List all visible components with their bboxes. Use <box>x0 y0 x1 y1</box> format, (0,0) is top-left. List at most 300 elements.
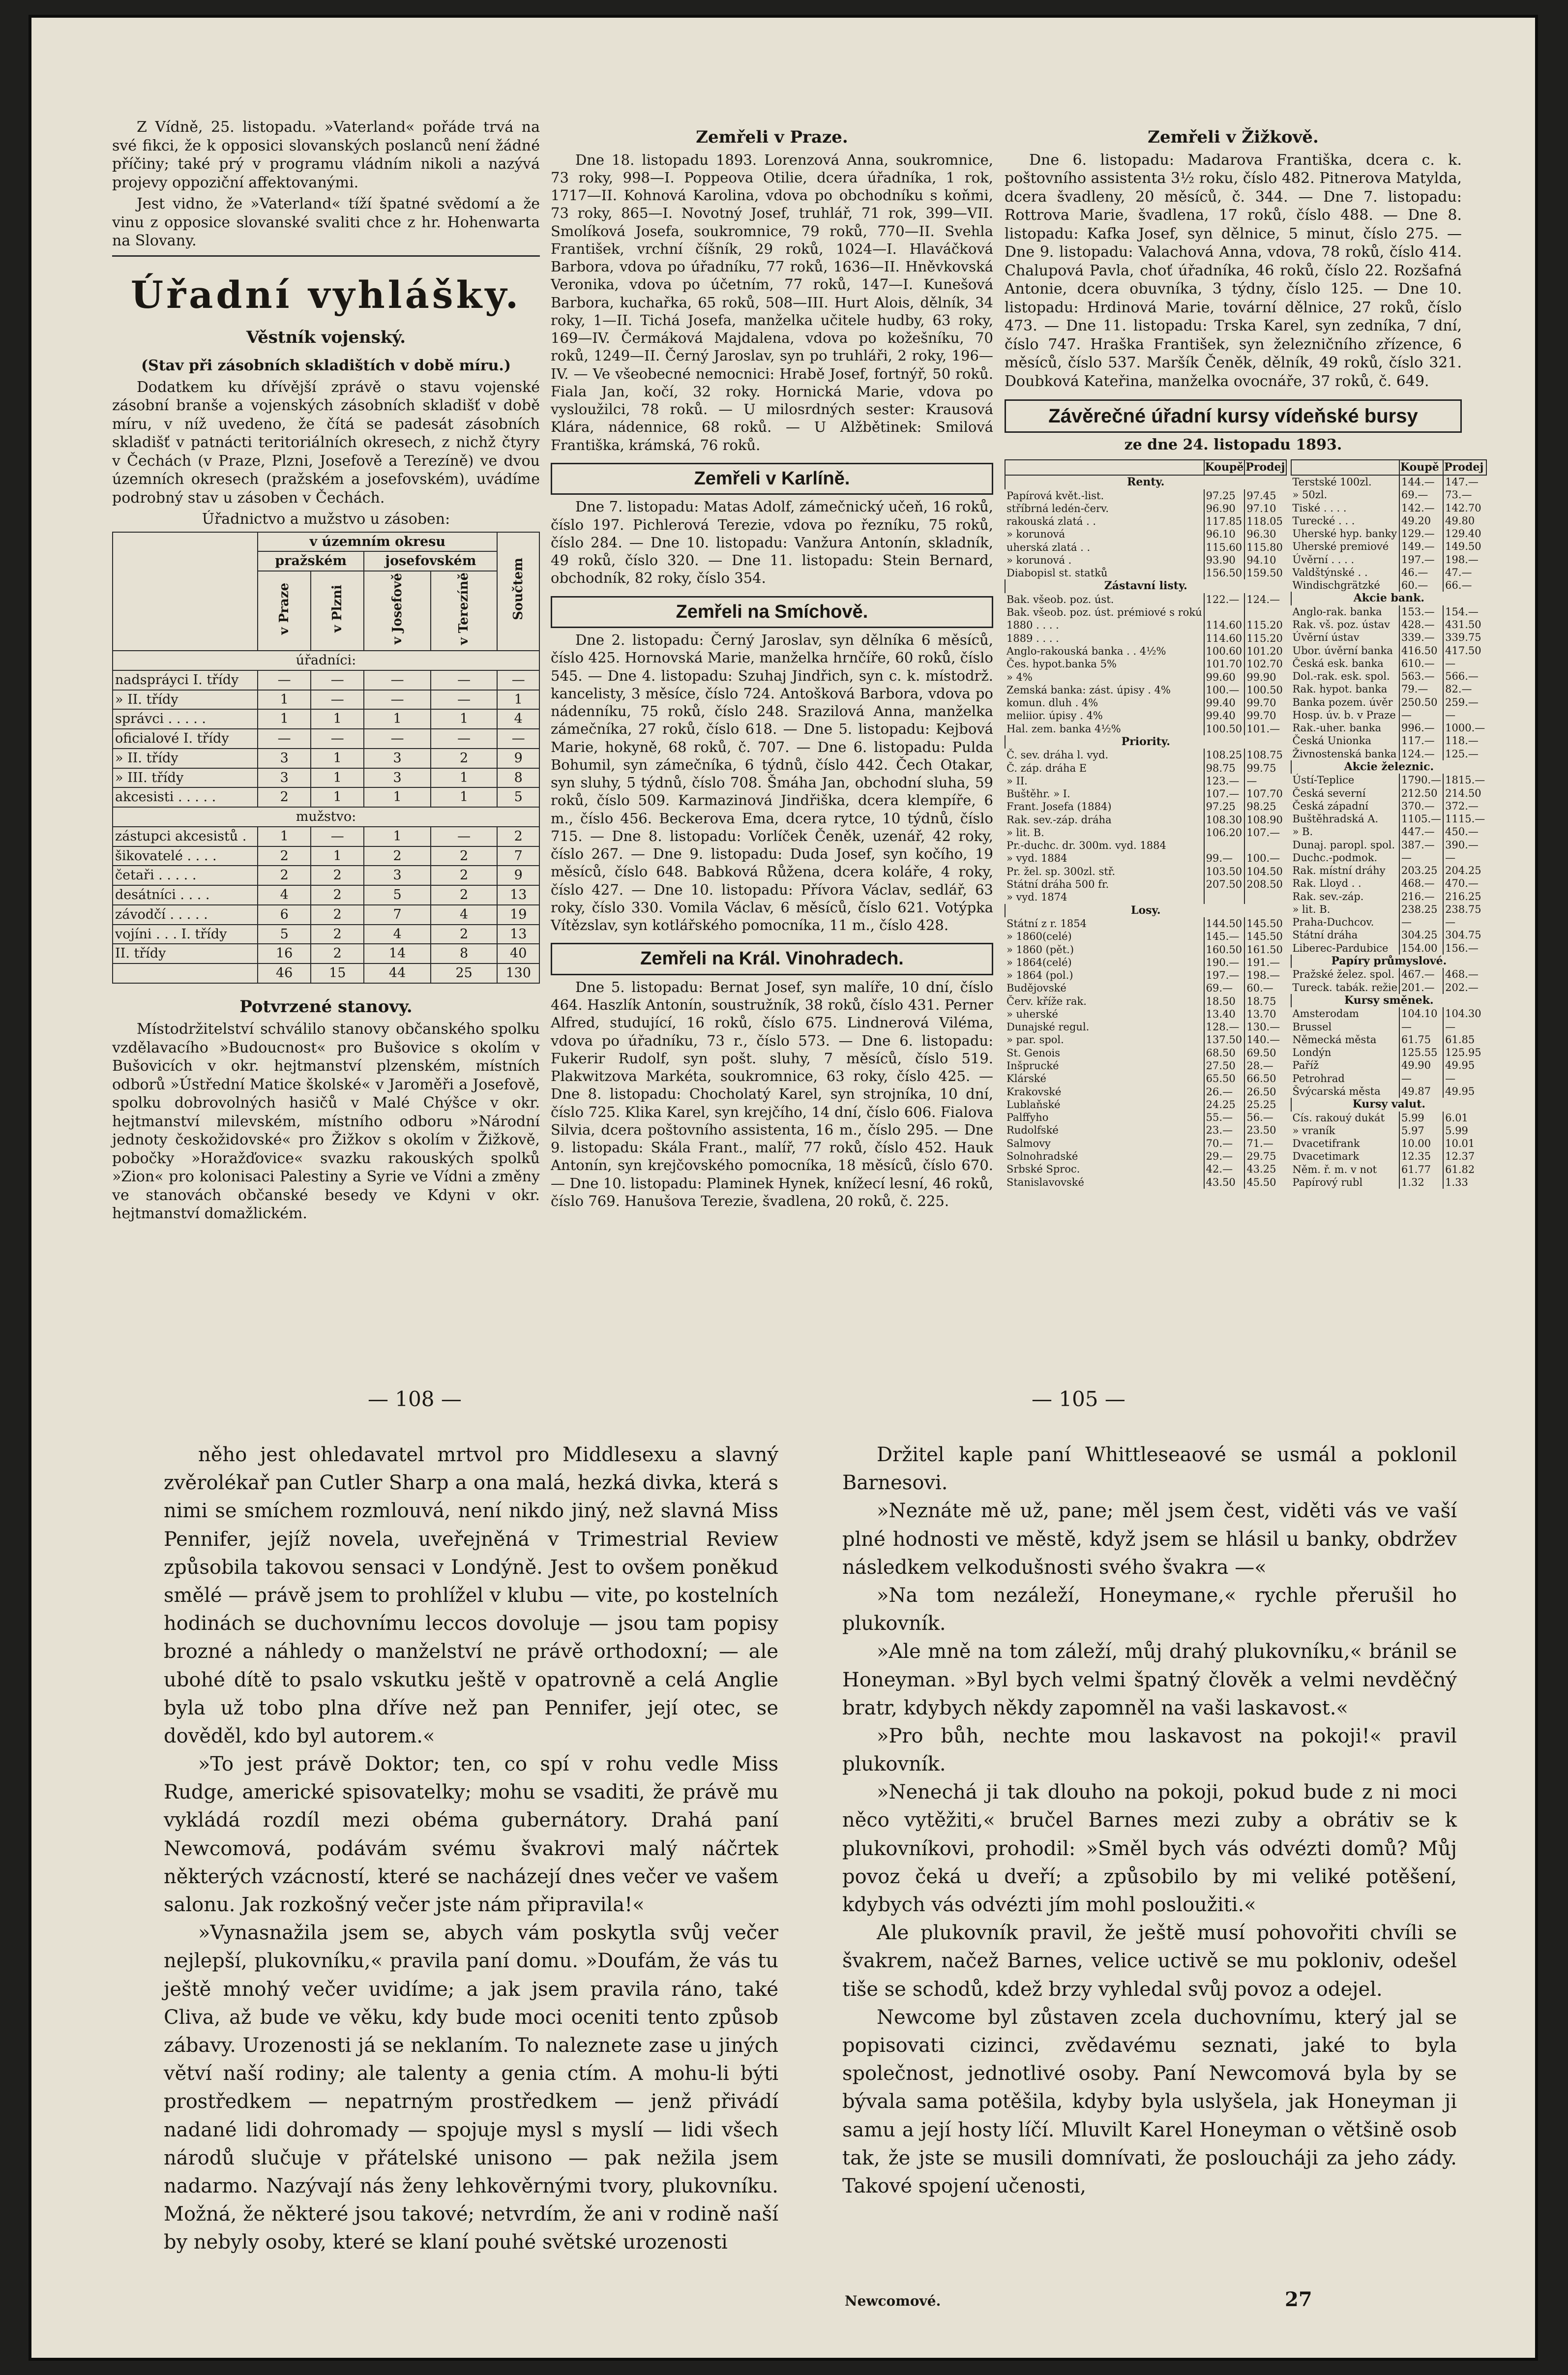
cell-value: 4 <box>497 709 539 729</box>
section-label: Zástavní listy. <box>1005 579 1286 593</box>
security-name: Papírová květ.-list. <box>1006 489 1104 502</box>
table-head-area: v územním okresu <box>258 532 497 552</box>
quote-row <box>1005 1021 1286 1033</box>
quote-row <box>1005 826 1286 839</box>
buy-price: 129.— <box>1399 527 1443 540</box>
security-name: Tiské . . . . <box>1292 502 1347 514</box>
sell-price: 124.— <box>1244 593 1286 606</box>
buy-price: 49.87 <box>1399 1085 1443 1098</box>
cell-value: — <box>364 729 431 749</box>
cell-value: 1 <box>311 749 364 768</box>
security-name: Dvacetimark <box>1292 1150 1360 1163</box>
cell-value: 7 <box>364 905 431 925</box>
bourse-table-left <box>1005 459 1287 1189</box>
sell-price: 45.50 <box>1244 1175 1286 1189</box>
cell-value: 1 <box>364 787 431 807</box>
military-heading: Věstník vojenský. <box>246 327 406 347</box>
quote-row <box>1291 605 1487 618</box>
security-name: Státní z r. 1854 <box>1006 918 1087 930</box>
security-name: Anglo-rak. banka <box>1292 605 1382 618</box>
sell-price: 60.— <box>1244 982 1286 994</box>
security-name: Tureck. tabák. režie <box>1292 981 1398 993</box>
security-name: » vyd. 1884 <box>1006 852 1067 865</box>
row-label: » II. třídy <box>113 749 258 768</box>
table-head-col: v Plzni <box>330 585 345 633</box>
buy-price: 144.50 <box>1204 917 1245 930</box>
buy-price: — <box>1399 709 1443 722</box>
sell-price: 26.50 <box>1244 1085 1286 1098</box>
buy-price: 49.20 <box>1399 514 1443 527</box>
cell-value: 2 <box>311 944 364 963</box>
buy-price: 115.60 <box>1204 541 1245 554</box>
quote-row <box>1005 982 1286 994</box>
quote-row <box>1291 1059 1487 1072</box>
quote-row <box>1005 943 1286 956</box>
newspaper-scan <box>29 15 1538 2361</box>
buy-price: 114.60 <box>1204 619 1245 631</box>
quote-row <box>1291 1124 1487 1137</box>
buy-price: 55.— <box>1204 1111 1245 1124</box>
security-name: Úvěrní ústav <box>1292 631 1360 644</box>
security-name: Hosp. úv. b. v Praze <box>1292 709 1396 721</box>
table-row <box>113 905 539 925</box>
buy-price: 106.20 <box>1204 826 1245 839</box>
cell-value: 3 <box>364 866 431 885</box>
buy-price: 99.60 <box>1204 671 1245 684</box>
buy-price: 467.— <box>1399 968 1443 981</box>
quote-row <box>1291 475 1487 488</box>
cell-value: 2 <box>364 846 431 866</box>
buy-price: 99.40 <box>1204 696 1245 709</box>
sell-price: 216.25 <box>1443 890 1486 903</box>
buy-price: 5.97 <box>1399 1124 1443 1137</box>
total-value: 46 <box>258 963 311 983</box>
table-head-sum: Součtem <box>510 558 526 621</box>
security-name: 1889 . . . . <box>1006 632 1059 644</box>
sell-price: 102.70 <box>1244 658 1286 670</box>
buy-price: 104.10 <box>1399 1007 1443 1020</box>
buy-price: 370.— <box>1399 800 1443 812</box>
buy-price: — <box>1399 1021 1443 1033</box>
security-name: stříbrná ledén-červ. <box>1006 502 1109 514</box>
quote-row <box>1291 502 1487 514</box>
cell-value: 2 <box>311 885 364 905</box>
row-label: » III. třídy <box>113 768 258 788</box>
cell-value: 1 <box>497 690 539 710</box>
cell-value: 1 <box>364 709 431 729</box>
sell-price: 238.75 <box>1443 903 1486 916</box>
cell-value: 3 <box>364 768 431 788</box>
security-name: Čes. hypot.banka 5% <box>1006 658 1117 670</box>
buy-price: 238.25 <box>1399 903 1443 916</box>
security-name: Paříž <box>1292 1059 1319 1072</box>
quote-row <box>1291 514 1487 527</box>
table-row <box>113 846 539 866</box>
quote-row <box>1291 1137 1487 1150</box>
cell-value: 14 <box>364 944 431 963</box>
sell-price: 100.— <box>1244 852 1286 865</box>
sell-price: 23.50 <box>1244 1124 1286 1137</box>
buy-price: 99.40 <box>1204 709 1245 722</box>
sell-price: 99.70 <box>1244 696 1286 709</box>
quote-row <box>1291 657 1487 670</box>
book-paragraph: »Neznáte mě už, pane; měl jsem čest, viděti vás ve vaší plné hodnosti ve městě, když jsem se hlásil u banky, obdržev následkem velkodušnosti svého švakra —« <box>842 1500 1457 1579</box>
quote-row <box>1005 1124 1286 1137</box>
sell-price: 450.— <box>1443 825 1486 838</box>
buy-price: 197.— <box>1399 553 1443 566</box>
cell-value: 8 <box>431 944 498 963</box>
deaths-zizkov-heading: Zemřeli v Žižkově. <box>1148 127 1319 147</box>
quote-row <box>1291 696 1487 709</box>
buy-price: 10.00 <box>1399 1137 1443 1150</box>
quote-row <box>1005 684 1286 696</box>
quote-row <box>1005 1111 1286 1124</box>
security-name: komun. dluh . 4% <box>1006 697 1098 709</box>
sell-price: 61.82 <box>1443 1163 1486 1176</box>
sheet-number: 27 <box>1285 2288 1312 2311</box>
sell-price: 49.95 <box>1443 1085 1486 1098</box>
sell-price: 147.— <box>1443 475 1486 488</box>
cell-value: 1 <box>431 787 498 807</box>
group-row <box>113 807 539 827</box>
security-name: Windischgrätzké <box>1292 579 1380 591</box>
security-name: Buštěhr. » I. <box>1006 788 1070 800</box>
quote-row <box>1005 775 1286 787</box>
quote-row <box>1005 749 1286 761</box>
buy-price: 144.— <box>1399 475 1443 488</box>
cell-value: 1 <box>311 846 364 866</box>
security-name: Rudolfské <box>1006 1124 1059 1137</box>
quote-row <box>1005 762 1286 775</box>
security-name: Lublaňské <box>1006 1098 1061 1111</box>
quote-row <box>1291 787 1487 800</box>
cell-value: 13 <box>497 925 539 944</box>
buy-price: 416.50 <box>1399 644 1443 657</box>
security-name: meliior. úpisy . 4% <box>1006 710 1103 722</box>
table-head-col: v Praze <box>276 582 292 635</box>
buy-price: 1.32 <box>1399 1176 1443 1189</box>
sell-price: 66.— <box>1443 579 1486 592</box>
security-name: uherská zlatá . . <box>1006 541 1091 553</box>
row-label: vojíni . . . I. třídy <box>113 925 258 944</box>
column-2 <box>551 118 993 1213</box>
cell-value: 6 <box>258 905 311 925</box>
row-label: desátníci . . . . <box>113 885 258 905</box>
cell-value: 2 <box>431 866 498 885</box>
buy-price: 27.50 <box>1204 1059 1245 1072</box>
cell-value: 5 <box>497 787 539 807</box>
section-label: Priority. <box>1005 735 1286 749</box>
security-name: Krakovské <box>1006 1085 1062 1098</box>
deaths-karlin-heading: Zemřeli v Karlíně. <box>551 463 993 495</box>
cell-value: 2 <box>311 866 364 885</box>
security-name: Rak. hypot. banka <box>1292 683 1388 695</box>
book-footer: Newcomové. <box>845 2293 941 2309</box>
quote-row <box>1291 631 1487 644</box>
security-name: Pr. žel. sp. 300zl. stř. <box>1006 865 1116 877</box>
sell-price: — <box>1443 1021 1486 1033</box>
security-name: » 50zl. <box>1292 489 1328 501</box>
statutes-heading: Potvrzené stanovy. <box>239 996 413 1017</box>
row-label: zástupci akcesistů . <box>113 827 258 846</box>
sell-price: 417.50 <box>1443 644 1486 657</box>
buy-price <box>1204 606 1245 619</box>
deaths-praha-text: Dne 18. listopadu 1893. Lorenzová Anna, soukromnice, 73 roky, 998—I. Poppeova Otilie, dcera úřadníka, 1 rok, 1717—II. Kohnová Karolina, vdova po obchodníku s koňmi, 73 roky, 865—I. Novotný Josef, truhlář, 71 rok, 399—VII. Smolíková Josefa, soukromnice, 79 roků, 770—II. Svehla František, vrchní číšník, 29 roků, 1024—I. Hlaváčková Barbora, vdova po úřadníku, 77 roků, 1636—II. Hněvkovská Veronika, vdova po účetním, 77 roků, 147—I. Kunešová Barbora, kuchařka, 65 roků, 508—III. Hurt Alois, dělník, 34 roky, 1—II. Tichá Josefa, manželka učitele hudby, 63 roky, 169—IV. Čermáková Majdalena, vdova po kožešníku, 70 roků, 1249—II. Černý Jaroslav, syn po truhláři, 2 roky, 196—IV. — Ve všeobecné nemocnici: Hrabě Josef, fortnýř, 50 roků. Fiala Jan, kočí, 32 roky. Hornická Marie, vdova po vysloužilci, 78 roků. — U milosrdných sester: Krausová Klára, nádennice, 68 roků. — U Alžbětinek: Smilová Františka, krámská, 76 roků. <box>551 151 993 453</box>
sell-price: 13.70 <box>1244 1008 1286 1021</box>
cell-value: 16 <box>258 944 311 963</box>
cell-value: 13 <box>497 885 539 905</box>
section-row <box>1291 592 1487 605</box>
cell-value: — <box>311 690 364 710</box>
sell-price: 69.50 <box>1244 1047 1286 1059</box>
quote-row <box>1005 606 1286 619</box>
quote-row <box>1005 878 1286 891</box>
security-name: Ústí-Teplice <box>1292 774 1355 786</box>
left-book-page <box>164 1441 778 2256</box>
book-paragraph: Ale plukovník pravil, že ještě musí pohovořiti chvíli se švakrem, načež Barnes, velice uctivě se mu pokloniv, odešel tiše se schodů, kdež brzy vyhledal svůj povoz a odejel. <box>842 1922 1457 2001</box>
cell-value: 4 <box>364 925 431 944</box>
cell-value: 1 <box>431 768 498 788</box>
book-paragraph: »Nenechá ji tak dlouho na pokoji, pokud bude z ni moci něco vytěžiti,« bručel Barnes mezi zuby a obrátiv se k plukovníkovi, prohodil: »Směl bych vás odvézti domů? Můj povoz čeká u dveří; a způsobilo by mi veliké potěšení, kdybych vás odvézti jím mohl posloužiti.« <box>842 1781 1457 1916</box>
quote-row <box>1291 722 1487 734</box>
buy-price: 99.— <box>1204 852 1245 865</box>
cell-value: 2 <box>497 827 539 846</box>
quote-row <box>1291 812 1487 825</box>
cell-value: 2 <box>431 925 498 944</box>
quote-row <box>1291 1072 1487 1085</box>
sell-price: 101.— <box>1244 722 1286 735</box>
sell-price: 1815.— <box>1443 774 1486 786</box>
quote-row <box>1005 813 1286 826</box>
sell-price: — <box>1244 775 1286 787</box>
table-head-col: v Josefově <box>389 573 405 645</box>
buy-price: 153.— <box>1399 605 1443 618</box>
security-name: Pr.-duchc. dr. 300m. vyd. 1884 <box>1006 840 1166 852</box>
section-label: Papíry průmyslové. <box>1291 955 1487 968</box>
sell-price: 28.— <box>1244 1059 1286 1072</box>
cell-value: 5 <box>258 925 311 944</box>
table-row <box>113 729 539 749</box>
security-name: Rak.-uher. banka <box>1292 722 1382 734</box>
quote-row <box>1291 670 1487 683</box>
sell-price: 125.— <box>1443 748 1486 760</box>
quote-row <box>1291 942 1487 955</box>
buy-price: 79.— <box>1399 683 1443 695</box>
security-name: » II. <box>1006 775 1028 787</box>
quote-row <box>1005 917 1286 930</box>
security-name: Něm. ř. m. v not <box>1292 1163 1377 1175</box>
sell-price: 56.— <box>1244 1111 1286 1124</box>
row-label: » II. třídy <box>113 690 258 710</box>
quote-row <box>1005 956 1286 969</box>
sell-price: 115.20 <box>1244 619 1286 631</box>
table-caption: Úřadnictvo a mužstvo u zásoben: <box>202 511 450 528</box>
column-1 <box>112 118 540 1226</box>
cell-value: — <box>431 670 498 690</box>
buy-price: 65.50 <box>1204 1072 1245 1085</box>
quote-row <box>1005 632 1286 645</box>
section-label: Kursy valut. <box>1291 1098 1487 1112</box>
section-row <box>1291 760 1487 774</box>
sell-price: 94.10 <box>1244 554 1286 567</box>
quote-row <box>1291 890 1487 903</box>
buy-price: 12.35 <box>1399 1150 1443 1163</box>
cell-value: — <box>497 729 539 749</box>
security-name: Červ. kříže rak. <box>1006 995 1087 1007</box>
sell-price: 49.80 <box>1443 514 1486 527</box>
security-name: » vyd. 1874 <box>1006 891 1067 903</box>
group-label: úřadníci: <box>113 651 539 670</box>
table-row <box>113 866 539 885</box>
quote-row <box>1291 968 1487 981</box>
deaths-zizkov-text: Dne 6. listopadu: Madarova Františka, dcera c. k. poštovního assistenta 3½ roku, číslo 482. Pitnerova Matylda, dcera švadleny, 20 měsíců, č. 344. — Dne 7. listopadu: Rottrova Marie, švadlena, 17 roků, číslo 488. — Dne 8. listopadu: Kafka Josef, syn dělnice, 5 minut, číslo 275. — Dne 9. listopadu: Valachová Anna, vdova, 78 roků, číslo 414. Chalupová Pavla, choť úřadníka, 46 roků, číslo 22. Rozšafná Antonie, dcera obuvníka, 3 týdny, číslo 125. — Dne 10. listopadu: Hrdinová Marie, tovární dělnice, 27 roků, číslo 473. — Dne 11. listopadu: Trska Karel, syn zedníka, 7 dní, číslo 747. Hraška František, syn železničního zřízence, 6 měsíců, číslo 537. Maršík Čeněk, dělník, 49 roků, číslo 321. Doubková Kateřina, manželka ovocnáře, 37 roků, č. 649. <box>1005 151 1462 390</box>
deaths-smichov-text: Dne 2. listopadu: Černý Jaroslav, syn dělníka 6 měsíců, číslo 425. Hornovská Marie, manželka hrnčíře, 60 roků, číslo 545. — Dne 4. listopadu: Szuhaj Jindřich, syn c. k. místodrž. kancelisty, 3 měsíce, číslo 724. Antošková Barbora, vdova po nádenníku, 75 roků, číslo 248. Srazilová Anna, manželka zámečníka, 27 roků, číslo 618. — Dne 5. listopadu: Kejbová Marie, hokyně, 68 roků, č. 707. — Dne 6. listopadu: Pulda Bohumil, syn zámečníka, 6 týdnů, číslo 442. Čech Otakar, syn sluhy, 5 týdnů, číslo 708. Šmáha Jan, obchodní sluha, 59 roků, číslo 509. Karmazinová Jindřiška, dcera klempíře, 6 m., číslo 456. Beckerova Ema, dcera rytce, 10 týdnů, číslo 715. — Dne 8. listopadu: Vorlíček Čeněk, uzenář, 42 roky, číslo 267. — Dne 9. listopadu: Duda Josef, syn kočího, 19 měsíců, číslo 648. Babková Růžena, dcera koláře, 4 roky, číslo 427. — Dne 10. listopadu: Přívora Václav, sedlář, 63 roky, číslo 330. Vomila Václav, 6 měsíců, číslo 621. Votýpka Vítězslav, syn kotlářského pomocníka, 11 m., číslo 428. <box>551 631 993 933</box>
buy-price: 145.— <box>1204 930 1245 943</box>
buy-price: 70.— <box>1204 1137 1245 1150</box>
buy-price: 61.75 <box>1399 1033 1443 1046</box>
sell-price: 101.20 <box>1244 645 1286 658</box>
security-name: 1880 . . . . <box>1006 619 1059 631</box>
book-paragraph: »Pro bůh, nechte mou laskavost na pokoji!« pravil plukovník. <box>842 1724 1457 1776</box>
sell-price: 49.95 <box>1443 1059 1486 1072</box>
book-paragraph: Držitel kaple paní Whittleseaové se usmál a poklonil Barnesovi. <box>842 1443 1457 1495</box>
sell-price: 161.50 <box>1244 943 1286 956</box>
quote-row <box>1005 489 1286 502</box>
total-value: 44 <box>364 963 431 983</box>
military-text: Dodatkem ku dřívější zprávě o stavu vojenské zásobní branše a vojenských zásobních skladišť v době míru, v níž uvedeno, že čítá se padesát zásobních skladišť v patnácti teritoriálních okresech, z nichž čtyry v Čechách (v Praze, Plzni, Josefově a Terezíně) ve dvou územních okresech (pražském a josefovském), uvádíme podrobný stav u zásoben v Čechách. <box>112 378 540 507</box>
security-name: Č. záp. dráha E <box>1006 762 1087 774</box>
buy-price: 46.— <box>1399 566 1443 579</box>
sell-price: 372.— <box>1443 800 1486 812</box>
sell-price: — <box>1443 916 1486 929</box>
security-name: Státní dráha <box>1292 929 1358 941</box>
sell-price: 43.25 <box>1244 1163 1286 1175</box>
sell-price: 18.75 <box>1244 995 1286 1008</box>
buy-price: 107.— <box>1204 787 1245 800</box>
table-row <box>113 885 539 905</box>
security-name: » B. <box>1292 826 1313 838</box>
security-name: » vraník <box>1292 1124 1335 1137</box>
sell-price: 100.50 <box>1244 684 1286 696</box>
sell-price: 198.— <box>1244 969 1286 982</box>
buy-price: — <box>1399 851 1443 864</box>
table-head-col: v Terezíně <box>456 572 472 645</box>
quote-row <box>1291 800 1487 812</box>
security-name: Bak. všeob. poz. úst. prémiové s rokú <box>1006 606 1202 619</box>
sell-price: 154.— <box>1443 605 1486 618</box>
quote-row <box>1291 553 1487 566</box>
sell-price: — <box>1443 709 1486 722</box>
buy-price: 24.25 <box>1204 1098 1245 1111</box>
quote-row <box>1005 671 1286 684</box>
quote-row <box>1005 502 1286 515</box>
sell-price: — <box>1443 657 1486 670</box>
security-name: Inšprucké <box>1006 1059 1059 1072</box>
buy-price: 69.— <box>1204 982 1245 994</box>
security-name: Terstské 100zl. <box>1292 476 1372 488</box>
quote-row <box>1005 1072 1286 1085</box>
quote-row <box>1291 1046 1487 1059</box>
buy-price: 128.— <box>1204 1021 1245 1033</box>
security-name: » korunová . <box>1006 554 1072 566</box>
cell-value: 40 <box>497 944 539 963</box>
security-name: Dol.-rak. esk. spol. <box>1292 670 1390 682</box>
quote-row <box>1005 995 1286 1008</box>
book-paragraph: »Vynasnažila jsem se, abych vám poskytla svůj večer nejlepší, plukovníku,« pravila paní domu. »Doufám, že vás tu ještě mnohý večer uvidíme; a jak jsem pravila ráno, také Cliva, až bude ve věku, kdy bude moci oceniti tento způsob zábavy. Urozenosti já se neklaním. To naleznete zase u jiných větví naší rodiny; ale talenty a genia ctím. A mohu-li býti prostředkem — nepatrným prostředkem — jenž přivádí nadané lidi dohromady — spojuje mysl s myslí — lidi všech národů slučuje v přátelské unisono — pak nežila jsem nadarmo. Nazývají nás ženy lehkověrnými tvory, plukovníku. Možná, že některé jsou takové; netvrdím, že ani v rodině naší by nebyly osoby, které se klaní pouhé světské urozenosti <box>164 1922 778 2254</box>
sell-price: — <box>1443 1072 1486 1085</box>
security-name: » lit. B. <box>1006 826 1044 839</box>
cell-value: — <box>258 670 311 690</box>
security-name: Klárské <box>1006 1073 1046 1085</box>
vienna-paragraph-2: Jest vidno, že »Vaterland« tíží špatné svědomí a že vinu z opposice slovanské svaliti chce z hr. Hohenwarta na Slovany. <box>112 195 540 249</box>
cell-value: 7 <box>497 846 539 866</box>
security-name: » 1864 (pol.) <box>1006 969 1073 982</box>
deaths-smichov-heading: Zemřeli na Smíchově. <box>551 596 993 629</box>
buy-price: 149.— <box>1399 540 1443 553</box>
sell-price <box>1244 606 1286 619</box>
cell-value: 8 <box>497 768 539 788</box>
quote-row <box>1291 683 1487 695</box>
quote-row <box>1291 527 1487 540</box>
quote-row <box>1291 488 1487 501</box>
sell-price: 47.— <box>1443 566 1486 579</box>
sell-price: 107.— <box>1244 826 1286 839</box>
quote-row <box>1291 839 1487 851</box>
quote-row <box>1291 903 1487 916</box>
sell-price: 29.75 <box>1244 1150 1286 1163</box>
buy-price: 68.50 <box>1204 1047 1245 1059</box>
security-name: » uherské <box>1006 1008 1058 1020</box>
buy-price: 100.50 <box>1204 722 1245 735</box>
quote-row <box>1291 1176 1487 1189</box>
sell-price: 159.50 <box>1244 567 1286 579</box>
cell-value: — <box>431 827 498 846</box>
sell-price: 10.01 <box>1443 1137 1486 1150</box>
cell-value: — <box>258 729 311 749</box>
section-row <box>1291 955 1487 968</box>
sell-price: 66.50 <box>1244 1072 1286 1085</box>
sell-price: 214.50 <box>1443 787 1486 800</box>
cell-value: 1 <box>364 827 431 846</box>
book-paragraph: něho jest ohledavatel mrtvol pro Middlesexu a slavný zvěrolékař pan Cutler Sharp a ona malá, hezká divka, která s nimi se smíchem rozmlouvá, není nikdo jiný, než slavná Miss Pennifer, jejíž novela, uveřejněná v Trimestrial Review způsobila takovou sensaci v Londýně. Jest to ovšem poněkud smělé — právě jsem to prohlížel v klubu — vite, po kostelních hodinách se duchovnímu leccos dovoluje — jsou tam popisy brozné a náhledy o manželství ne právě orthodoxní; — ale ubohé dítě to psalo vskutku ještě v opatrovně a celá Anglie byla už tobo plna dříve než pan Pennifer, její otec, se dověděl, kdo byl autorem.« <box>164 1443 778 1747</box>
right-page-number: — 105 — <box>1032 1387 1125 1411</box>
book-paragraph: »Na tom nezáleží, Honeymane,« rychle přerušil ho plukovník. <box>842 1584 1457 1635</box>
security-name: Amsterodam <box>1292 1008 1359 1020</box>
security-name: Č. sev. dráha l. vyd. <box>1006 749 1109 761</box>
quote-row <box>1005 722 1286 735</box>
quote-row <box>1005 554 1286 567</box>
quote-row <box>1291 734 1487 747</box>
quote-row <box>1005 839 1286 852</box>
book-paragraph: »To jest právě Doktor; ten, co spí v rohu vedle Miss Rudge, americké spisovatelky; mohu se vsaditi, že právě mu vykládá rozdíl mezi obéma gubernátory. Drahá paní Newcomová, podávám svému švakrovi malý náčrtek některých vzácností, které se nacházejí dnes večer ve vašem salonu. Jak rozkošný večer jste nám připravila!« <box>164 1753 778 1916</box>
buy-price: 125.55 <box>1399 1046 1443 1059</box>
quote-row <box>1291 851 1487 864</box>
section-label: Renty. <box>1005 475 1286 489</box>
security-name: Pražské želez. spol. <box>1292 968 1395 981</box>
total-value: 25 <box>431 963 498 983</box>
quote-row <box>1005 865 1286 878</box>
buy-price: 108.25 <box>1204 749 1245 761</box>
quote-row <box>1291 579 1487 592</box>
total-value: 130 <box>497 963 539 983</box>
buy-price: 23.— <box>1204 1124 1245 1137</box>
sell-price: 470.— <box>1443 877 1486 890</box>
cell-value: 4 <box>258 885 311 905</box>
cell-value: 2 <box>258 866 311 885</box>
cell-value: 1 <box>311 768 364 788</box>
buy-price: 114.60 <box>1204 632 1245 645</box>
quote-row <box>1291 877 1487 890</box>
